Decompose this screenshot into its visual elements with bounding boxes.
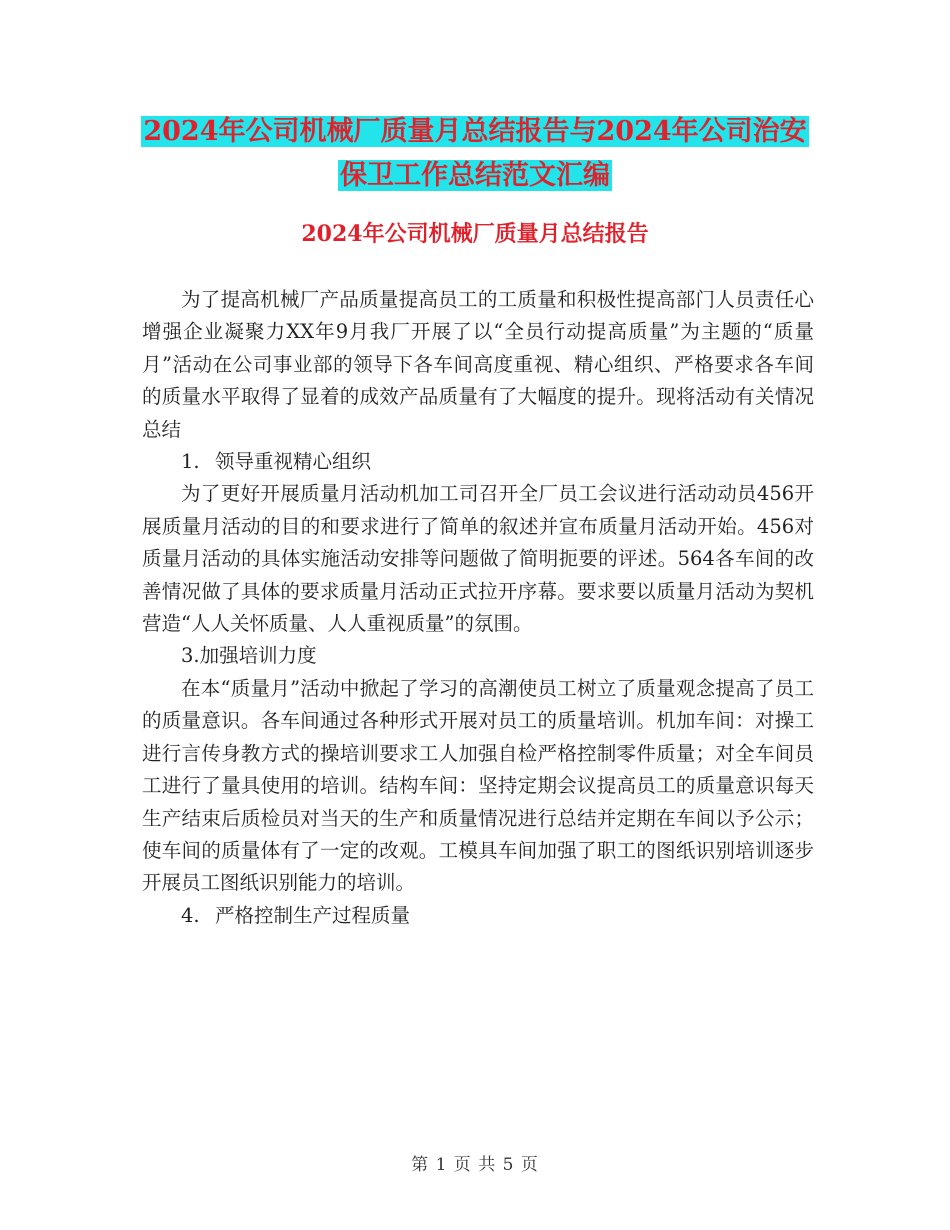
heading-1-text: 领导重视精心组织 [215, 450, 372, 474]
page-footer: 第 1 页 共 5 页 [411, 1155, 539, 1175]
heading-3: 3.加强培训力度 [181, 644, 317, 668]
document-body [142, 284, 814, 932]
paragraph-leadership: 为了更好开展质量月活动机加工司召开全厂员工会议进行活动动员456开展质量月活动的目的和要求进行了简单的叙述并宣布质量月活动开始。456对质量月活动的具体实施活动安排等问题做了简明扼要的评述。564各车间的改善情况做了具体的要求质量月活动正式拉开序幕。要求要以质量月活动为契机营造“人人关怀质量、人人重视质量”的氛围。 [142, 482, 814, 636]
heading-4 [142, 900, 814, 932]
heading-4-number: 4. [181, 903, 200, 927]
heading-4-text: 严格控制生产过程质量 [215, 903, 411, 927]
heading-1-number: 1. [181, 450, 200, 474]
paragraph-training: 在本“质量月”活动中掀起了学习的高潮使员工树立了质量观念提高了员工的质量意识。各车间通过各种形式开展对员工的质量培训。机加车间：对操工进行言传身教方式的操培训要求工人加强自检严格控制零件质量；对全车间员工进行了量具使用的培训。结构车间：坚持定期会议提高员工的质量意识每天生产结束后质检员对当天的生产和质量情况进行总结并定期在车间以予公示；使车间的质量体有了一定的改观。工模具车间加强了职工的图纸识别培训逐步开展员工图纸识别能力的培训。 [142, 676, 814, 895]
document-title-line-1: 2024年公司机械厂质量月总结报告与2024年公司治安 [143, 116, 807, 147]
document-title-line-2: 保卫工作总结范文汇编 [340, 160, 610, 191]
heading-1 [142, 446, 814, 478]
paragraph-intro: 为了提高机械厂产品质量提高员工的工质量和积极性提高部门人员责任心增强企业凝聚力XX年9月我厂开展了以“全员行动提高质量”为主题的“质量月”活动在公司事业部的领导下各车间高度重视、精心组织、严格要求各车间的质量水平取得了显着的成效产品质量有了大幅度的提升。现将活动有关情况总结 [142, 288, 814, 441]
section-title: 2024年公司机械厂质量月总结报告 [301, 221, 649, 247]
